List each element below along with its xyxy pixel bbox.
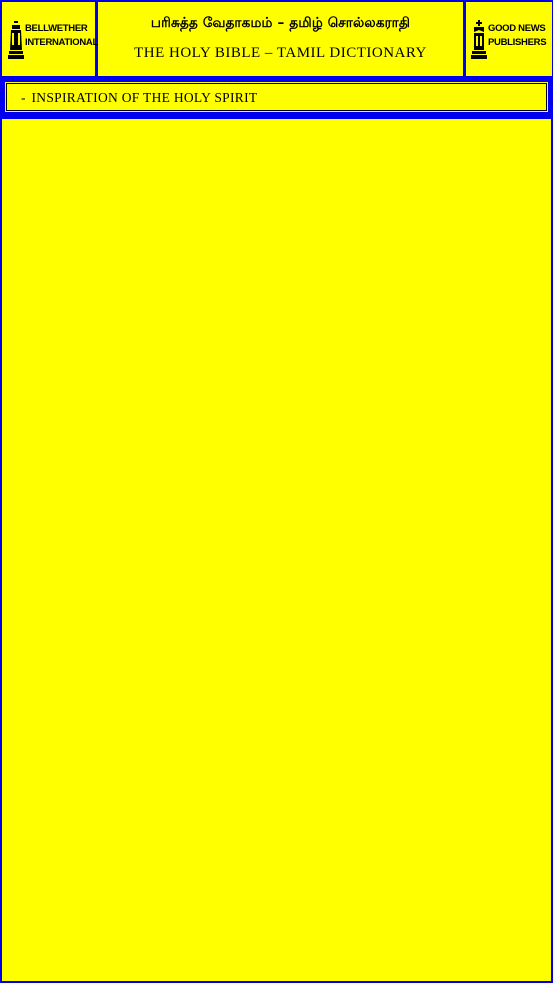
section-title-english: INSPIRATION OF THE HOLY SPIRIT (31, 90, 258, 105)
article-paragraph (10, 182, 543, 199)
good-news-icon (471, 20, 487, 62)
section-title-separator: - (21, 90, 26, 105)
bellwether-icon (8, 20, 24, 62)
bellwether-logo-text: BELLWETHER INTERNATIONAL (25, 23, 98, 48)
good-news-logo-text: GOOD NEWS PUBLISHERS (488, 23, 547, 48)
article-paragraph (10, 287, 543, 304)
page-header-title (98, 2, 463, 76)
page-title-english: THE HOLY BIBLE – TAMIL DICTIONARY (134, 45, 427, 61)
article-paragraph (10, 147, 543, 164)
article-body (2, 119, 551, 981)
publisher-logo-right (466, 2, 552, 76)
page-title-tamil: பரிசுத்த வேதாகமம் – தமிழ் சொல்லகராதி (150, 15, 411, 31)
section-title-bar (2, 79, 551, 115)
publisher-logo-left (2, 2, 98, 76)
article-paragraph (10, 322, 543, 339)
article-paragraph (10, 217, 543, 234)
article-paragraph (10, 252, 543, 269)
